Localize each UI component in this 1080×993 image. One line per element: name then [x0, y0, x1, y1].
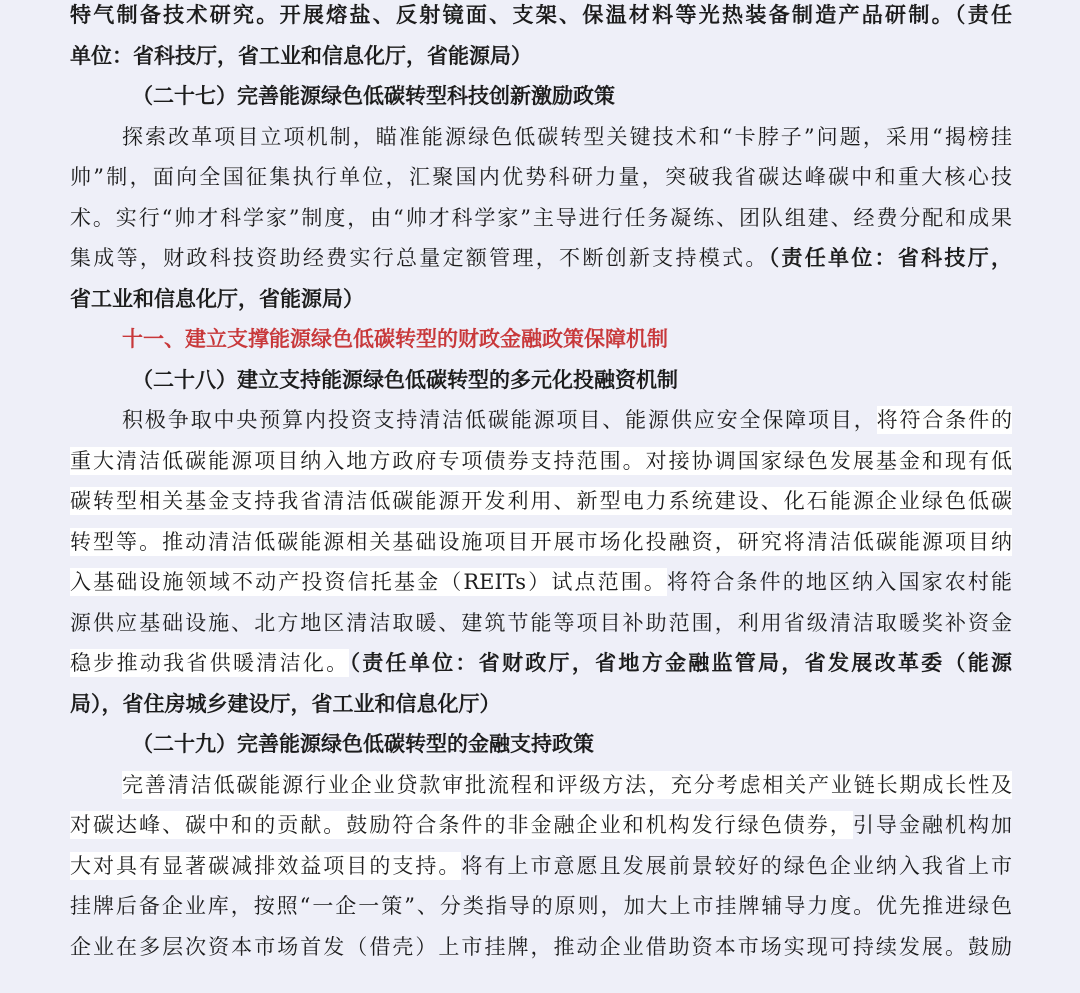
text-run: 单位：省科技厅，省工业和信息化厅，省能源局）	[70, 42, 532, 68]
text-run: 将符合条件的地区纳入国家农村能	[667, 570, 1012, 594]
text-line	[70, 927, 1012, 968]
section-heading-28	[70, 360, 1012, 401]
responsibility-text: 局），省住房城乡建设厅，省工业和信息化厅）	[70, 690, 501, 716]
text-line	[70, 886, 1012, 927]
text-line	[70, 36, 1012, 77]
text-line	[70, 481, 1012, 522]
text-run: 挂牌后备企业库，按照“一企一策”、分类指导的原则，加大上市挂牌辅导力度。优先推进绿色	[70, 894, 1012, 918]
text-line	[70, 157, 1012, 198]
responsibility-text: （责任单位：省科技厅，	[768, 245, 1012, 270]
highlighted-text: 入基础设施领域不动产投资信托基金（REITs）试点范围。	[70, 570, 668, 594]
text-line	[70, 400, 1012, 441]
highlighted-text: 大对具有显著碳减排效益项目的支持。	[70, 853, 462, 878]
text-line	[70, 643, 1012, 684]
highlighted-text: 将符合条件的	[876, 408, 1012, 432]
highlighted-text: 对碳达峰、碳中和的贡献。鼓励符合条件的非金融企业和机构发行绿色债券，	[70, 813, 853, 837]
heading-text: （二十八）建立支持能源绿色低碳转型的多元化投融资机制	[132, 366, 678, 392]
text-line	[70, 846, 1012, 887]
text-line	[70, 765, 1012, 806]
highlighted-text: 转型等。推动清洁低碳能源相关基础设施项目开展市场化投融资，研究将清洁低碳能源项目纳	[70, 529, 1012, 554]
highlighted-text: 碳转型相关基金支持我省清洁低碳能源开发利用、新型电力系统建设、化石能源企业绿色低碳	[70, 489, 1012, 513]
text-run: 引导金融机构加	[852, 813, 1012, 837]
text-line	[70, 279, 1012, 320]
text-run: 术。实行“帅才科学家”制度，由“帅才科学家”主导进行任务凝练、团队组建、经费分配和成果	[70, 205, 1012, 230]
section-heading-27	[70, 76, 1012, 117]
text-run: 积极争取中央预算内投资支持清洁低碳能源项目、能源供应安全保障项目，	[122, 408, 877, 432]
highlighted-text: 完善清洁低碳能源行业企业贷款审批流程和评级方法，充分考虑相关产业链长期成长性及	[122, 772, 1012, 797]
responsibility-text: 省工业和信息化厅，省能源局）	[70, 285, 364, 311]
text-line	[70, 198, 1012, 239]
text-line	[70, 562, 1012, 603]
text-line	[70, 603, 1012, 644]
responsibility-text: （责任单位：省财政厅，省地方金融监管局，省发展改革委（能源	[349, 650, 1012, 675]
heading-text: （二十九）完善能源绿色低碳转型的金融支持政策	[132, 731, 594, 756]
section-heading-29	[70, 724, 1012, 765]
text-run: 企业在多层次资本市场首发（借壳）上市挂牌，推动企业借助资本市场实现可持续发展。鼓励	[70, 934, 1012, 959]
heading-text: 十一、建立支撑能源绿色低碳转型的财政金融政策保障机制	[122, 326, 668, 351]
text-run: 帅”制，面向全国征集执行单位，汇聚国内优势科研力量，突破我省碳达峰碳中和重大核心技	[70, 165, 1012, 189]
highlighted-text: 重大清洁低碳能源项目纳入地方政府专项债券支持范围。对接协调国家绿色发展基金和现有低	[70, 448, 1012, 473]
text-line	[70, 0, 1012, 36]
heading-text: （二十七）完善能源绿色低碳转型科技创新激励政策	[132, 83, 615, 108]
text-line	[70, 522, 1012, 563]
text-run: 集成等，财政科技资助经费实行总量定额管理，不断创新支持模式。	[70, 246, 769, 270]
highlighted-text: 稳步推动我省供暖清洁化。	[70, 651, 350, 675]
text-line	[70, 441, 1012, 482]
text-line	[70, 117, 1012, 158]
text-run: 源供应基础设施、北方地区清洁取暖、建筑节能等项目补助范围，利用省级清洁取暖奖补资金	[70, 610, 1012, 635]
chapter-heading-11	[70, 319, 1012, 360]
text-run: 特气制备技术研究。开展熔盐、反射镜面、支架、保温材料等光热装备制造产品研制。（责任	[70, 2, 1012, 27]
text-run: 探索改革项目立项机制，瞄准能源绿色低碳转型关键技术和“卡脖子”问题，采用“揭榜挂	[122, 124, 1012, 149]
text-run: 将有上市意愿且发展前景较好的绿色企业纳入我省上市	[461, 853, 1012, 878]
text-line	[70, 684, 1012, 725]
text-line	[70, 238, 1012, 279]
text-line	[70, 805, 1012, 846]
